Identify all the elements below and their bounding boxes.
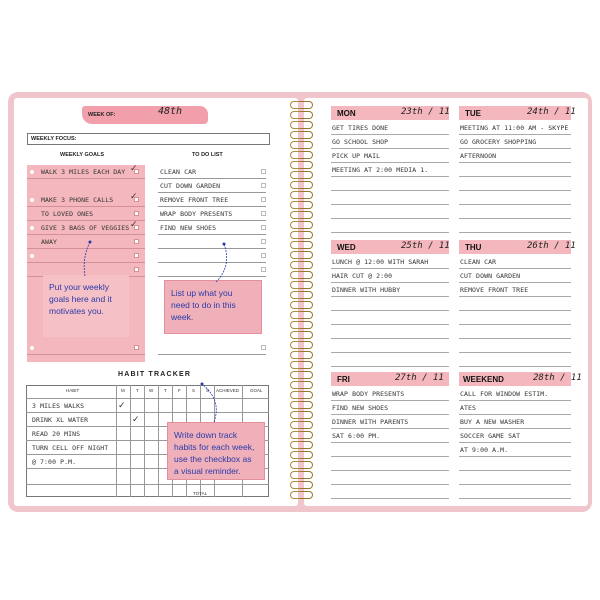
- todo-checkbox[interactable]: [261, 169, 266, 174]
- day-entry: MEETING AT 2:00 MEDIA 1.: [332, 166, 429, 174]
- habit-name: DRINK XL WATER: [32, 416, 89, 424]
- day-date: 24th / 11: [527, 107, 576, 117]
- day-name: TUE: [465, 109, 481, 118]
- entry-line: [331, 428, 449, 429]
- entry-line: [331, 310, 449, 311]
- entry-line: [331, 176, 449, 177]
- goal-checkbox[interactable]: [134, 239, 139, 244]
- column-header: HABIT: [66, 388, 80, 393]
- entry-line: [331, 442, 449, 443]
- spiral-coil: [287, 420, 315, 428]
- entry-line: [459, 470, 571, 471]
- table-divider: [158, 385, 159, 497]
- entry-line: [459, 442, 571, 443]
- column-header: S: [192, 388, 196, 393]
- day-entry: GO GROCERY SHOPPING: [460, 138, 537, 146]
- entry-line: [459, 190, 571, 191]
- goal-checkbox[interactable]: [134, 345, 139, 350]
- day-date: 27th / 11: [395, 373, 444, 383]
- day-entry: DINNER WITH PARENTS: [332, 418, 409, 426]
- todo-row: [158, 221, 266, 235]
- spiral-coil: [287, 310, 315, 318]
- entry-line: [459, 282, 571, 283]
- habit-name: 3 MILES WALKS: [32, 402, 85, 410]
- entry-line: [459, 498, 571, 499]
- day-date: 25th / 11: [401, 241, 450, 251]
- goal-checkbox[interactable]: [134, 267, 139, 272]
- spiral-coil: [287, 210, 315, 218]
- day-name: WED: [337, 243, 356, 252]
- column-header: F: [178, 388, 181, 393]
- spiral-coil: [287, 160, 315, 168]
- day-entry: ATES: [460, 404, 477, 412]
- entry-line: [459, 134, 571, 135]
- todo-text: WRAP BODY PRESENTS: [160, 210, 233, 218]
- spiral-coil: [287, 380, 315, 388]
- day-name: MON: [337, 109, 356, 118]
- spiral-coil: [287, 440, 315, 448]
- entry-line: [459, 400, 571, 401]
- day-entry: SOCCER GAME SAT: [460, 432, 521, 440]
- spiral-coil: [287, 320, 315, 328]
- spiral-coil: [287, 430, 315, 438]
- spiral-coil: [287, 200, 315, 208]
- day-entry: CLEAN CAR: [460, 258, 497, 266]
- entry-line: [331, 134, 449, 135]
- table-divider: [26, 484, 269, 485]
- day-entry: DINNER WITH HUBBY: [332, 286, 401, 294]
- spiral-coil: [287, 370, 315, 378]
- habit-name: READ 20 MINS: [32, 430, 81, 438]
- entry-line: [331, 456, 449, 457]
- entry-line: [459, 338, 571, 339]
- day-entry: LUNCH @ 12:00 WITH SARAH: [332, 258, 429, 266]
- column-header: W: [149, 388, 154, 393]
- day-entry: CALL FOR WINDOW ESTIM.: [460, 390, 549, 398]
- entry-line: [331, 148, 449, 149]
- spiral-coil: [287, 330, 315, 338]
- spiral-coil: [287, 230, 315, 238]
- week-of-value: 48th: [158, 106, 183, 117]
- day-entry: HAIR CUT @ 2:00: [332, 272, 393, 280]
- day-entry: PICK UP MAIL: [332, 152, 381, 160]
- entry-line: [331, 204, 449, 205]
- spiral-coil: [287, 470, 315, 478]
- spiral-coil: [287, 360, 315, 368]
- day-date: 26th / 11: [527, 241, 576, 251]
- goal-row: [27, 341, 145, 355]
- bullet-icon: [30, 170, 34, 174]
- entry-line: [459, 414, 571, 415]
- spiral-coil: [287, 140, 315, 148]
- weekly-goals-title: WEEKLY GOALS: [60, 152, 105, 158]
- spiral-coil: [287, 170, 315, 178]
- todo-checkbox[interactable]: [261, 197, 266, 202]
- column-header: T: [136, 388, 139, 393]
- arrow-icon: [196, 380, 226, 424]
- todo-text: REMOVE FRONT TREE: [160, 196, 229, 204]
- entry-line: [459, 268, 571, 269]
- weekly-goals-sticky-note: Put your weekly goals here and it motivates you.: [43, 275, 129, 337]
- entry-line: [331, 484, 449, 485]
- checkmark-icon: ✓: [130, 219, 138, 229]
- todo-checkbox[interactable]: [261, 225, 266, 230]
- spiral-coil: [287, 340, 315, 348]
- spiral-coil: [287, 100, 315, 108]
- spiral-coil: [287, 350, 315, 358]
- spiral-coil: [287, 480, 315, 488]
- spiral-coil: [287, 190, 315, 198]
- bullet-icon: [30, 254, 34, 258]
- spiral-coil: [287, 410, 315, 418]
- todo-row: [158, 165, 266, 179]
- spiral-coil: [287, 240, 315, 248]
- column-header: S: [206, 388, 210, 393]
- todo-row: [158, 207, 266, 221]
- todo-checkbox[interactable]: [261, 253, 266, 258]
- day-entry: REMOVE FRONT TREE: [460, 286, 529, 294]
- entry-line: [331, 232, 449, 233]
- spiral-coil: [287, 390, 315, 398]
- spiral-coil: [287, 270, 315, 278]
- spiral-coil: [287, 490, 315, 498]
- total-label: TOTAL: [193, 491, 208, 496]
- column-header: T: [164, 388, 167, 393]
- entry-line: [331, 218, 449, 219]
- todo-checkbox[interactable]: [261, 239, 266, 244]
- checkmark-icon: ✓: [130, 191, 138, 201]
- entry-line: [331, 338, 449, 339]
- goal-row: [27, 221, 145, 235]
- habit-name: TURN CELL OFF NIGHT: [32, 444, 109, 452]
- column-header: ACHIEVED: [216, 388, 240, 393]
- day-entry: MEETING AT 11:00 AM - SKYPE: [460, 124, 569, 132]
- entry-line: [459, 296, 571, 297]
- spiral-coil: [287, 110, 315, 118]
- goal-text: MAKE 3 PHONE CALLS: [41, 196, 114, 204]
- entry-line: [331, 268, 449, 269]
- day-date: 23th / 11: [401, 107, 450, 117]
- table-divider: [26, 412, 269, 413]
- table-divider: [26, 398, 269, 399]
- goal-text: TO LOVED ONES: [41, 210, 94, 218]
- bullet-icon: [30, 198, 34, 202]
- spiral-coil: [287, 450, 315, 458]
- goal-row: [27, 165, 145, 179]
- todo-checkbox[interactable]: [261, 345, 266, 350]
- day-entry: AFTERNOON: [460, 152, 497, 160]
- todo-row: [158, 193, 266, 207]
- habit-sticky-note: Write down track habits for each week, use the checkbox as a visual reminder.: [167, 422, 265, 480]
- todo-checkbox[interactable]: [261, 267, 266, 272]
- arrow-icon: [80, 238, 100, 278]
- entry-line: [331, 414, 449, 415]
- entry-line: [331, 366, 449, 367]
- day-entry: FIND NEW SHOES: [332, 404, 389, 412]
- day-entry: BUY A NEW WASHER: [460, 418, 525, 426]
- week-of-label: WEEK OF:: [88, 112, 116, 118]
- entry-line: [331, 296, 449, 297]
- spiral-coil: [287, 180, 315, 188]
- checkmark-icon: ✓: [118, 400, 126, 410]
- to-do-list-title: TO DO LIST: [192, 152, 223, 158]
- bullet-icon: [30, 346, 34, 350]
- day-entry: CUT DOWN GARDEN: [460, 272, 521, 280]
- todo-text: CLEAN CAR: [160, 168, 197, 176]
- day-entry: SAT 6:00 PM.: [332, 432, 381, 440]
- todo-checkbox[interactable]: [261, 211, 266, 216]
- goal-row: [27, 193, 145, 207]
- arrow-icon: [208, 238, 238, 284]
- entry-line: [331, 282, 449, 283]
- day-entry: WRAP BODY PRESENTS: [332, 390, 405, 398]
- todo-checkbox[interactable]: [261, 183, 266, 188]
- bullet-icon: [30, 226, 34, 230]
- spiral-binding: [287, 100, 315, 504]
- table-divider: [130, 385, 131, 497]
- column-header: M: [121, 388, 125, 393]
- entry-line: [459, 148, 571, 149]
- day-name: THU: [465, 243, 482, 252]
- habit-name: @ 7:00 P.M.: [32, 458, 77, 466]
- goal-checkbox[interactable]: [134, 211, 139, 216]
- goal-text: WALK 3 MILES EACH DAY: [41, 168, 126, 176]
- spiral-coil: [287, 300, 315, 308]
- spiral-coil: [287, 400, 315, 408]
- todo-text: CUT DOWN GARDEN: [160, 182, 221, 190]
- checkmark-icon: ✓: [130, 163, 138, 173]
- day-entry: AT 9:00 A.M.: [460, 446, 509, 454]
- entry-line: [459, 204, 571, 205]
- entry-line: [459, 366, 571, 367]
- entry-line: [331, 400, 449, 401]
- entry-line: [331, 324, 449, 325]
- spiral-coil: [287, 220, 315, 228]
- entry-line: [459, 484, 571, 485]
- todo-row: [158, 179, 266, 193]
- day-entry: GET TIRES DONE: [332, 124, 389, 132]
- table-divider: [116, 385, 117, 497]
- entry-line: [459, 162, 571, 163]
- spiral-coil: [287, 290, 315, 298]
- entry-line: [331, 352, 449, 353]
- spiral-coil: [287, 280, 315, 288]
- entry-line: [459, 232, 571, 233]
- column-header: GOAL: [250, 388, 263, 393]
- entry-line: [459, 218, 571, 219]
- entry-line: [459, 428, 571, 429]
- goal-text: GIVE 3 BAGS OF VEGGIES: [41, 224, 130, 232]
- entry-line: [331, 190, 449, 191]
- table-divider: [144, 385, 145, 497]
- goal-checkbox[interactable]: [134, 253, 139, 258]
- day-name: WEEKEND: [463, 375, 504, 384]
- entry-line: [331, 162, 449, 163]
- todo-text: FIND NEW SHOES: [160, 224, 217, 232]
- entry-line: [459, 176, 571, 177]
- todo-row: [158, 341, 266, 355]
- entry-line: [459, 352, 571, 353]
- day-entry: GO SCHOOL SHOP: [332, 138, 389, 146]
- habit-tracker-title: HABIT TRACKER: [118, 371, 192, 378]
- entry-line: [459, 324, 571, 325]
- checkmark-icon: ✓: [132, 414, 140, 424]
- spiral-coil: [287, 460, 315, 468]
- spiral-coil: [287, 120, 315, 128]
- entry-line: [459, 310, 571, 311]
- spiral-coil: [287, 150, 315, 158]
- weekly-focus-label: WEEKLY FOCUS:: [31, 136, 77, 142]
- day-date: 28th / 11: [533, 373, 582, 383]
- spiral-coil: [287, 250, 315, 258]
- spiral-coil: [287, 260, 315, 268]
- goal-text: AWAY: [41, 238, 58, 246]
- entry-line: [459, 456, 571, 457]
- goal-row: [27, 207, 145, 221]
- day-name: FRI: [337, 375, 350, 384]
- entry-line: [331, 470, 449, 471]
- entry-line: [331, 498, 449, 499]
- to-do-sticky-note: List up what you need to do in this week.: [164, 280, 262, 334]
- spiral-coil: [287, 130, 315, 138]
